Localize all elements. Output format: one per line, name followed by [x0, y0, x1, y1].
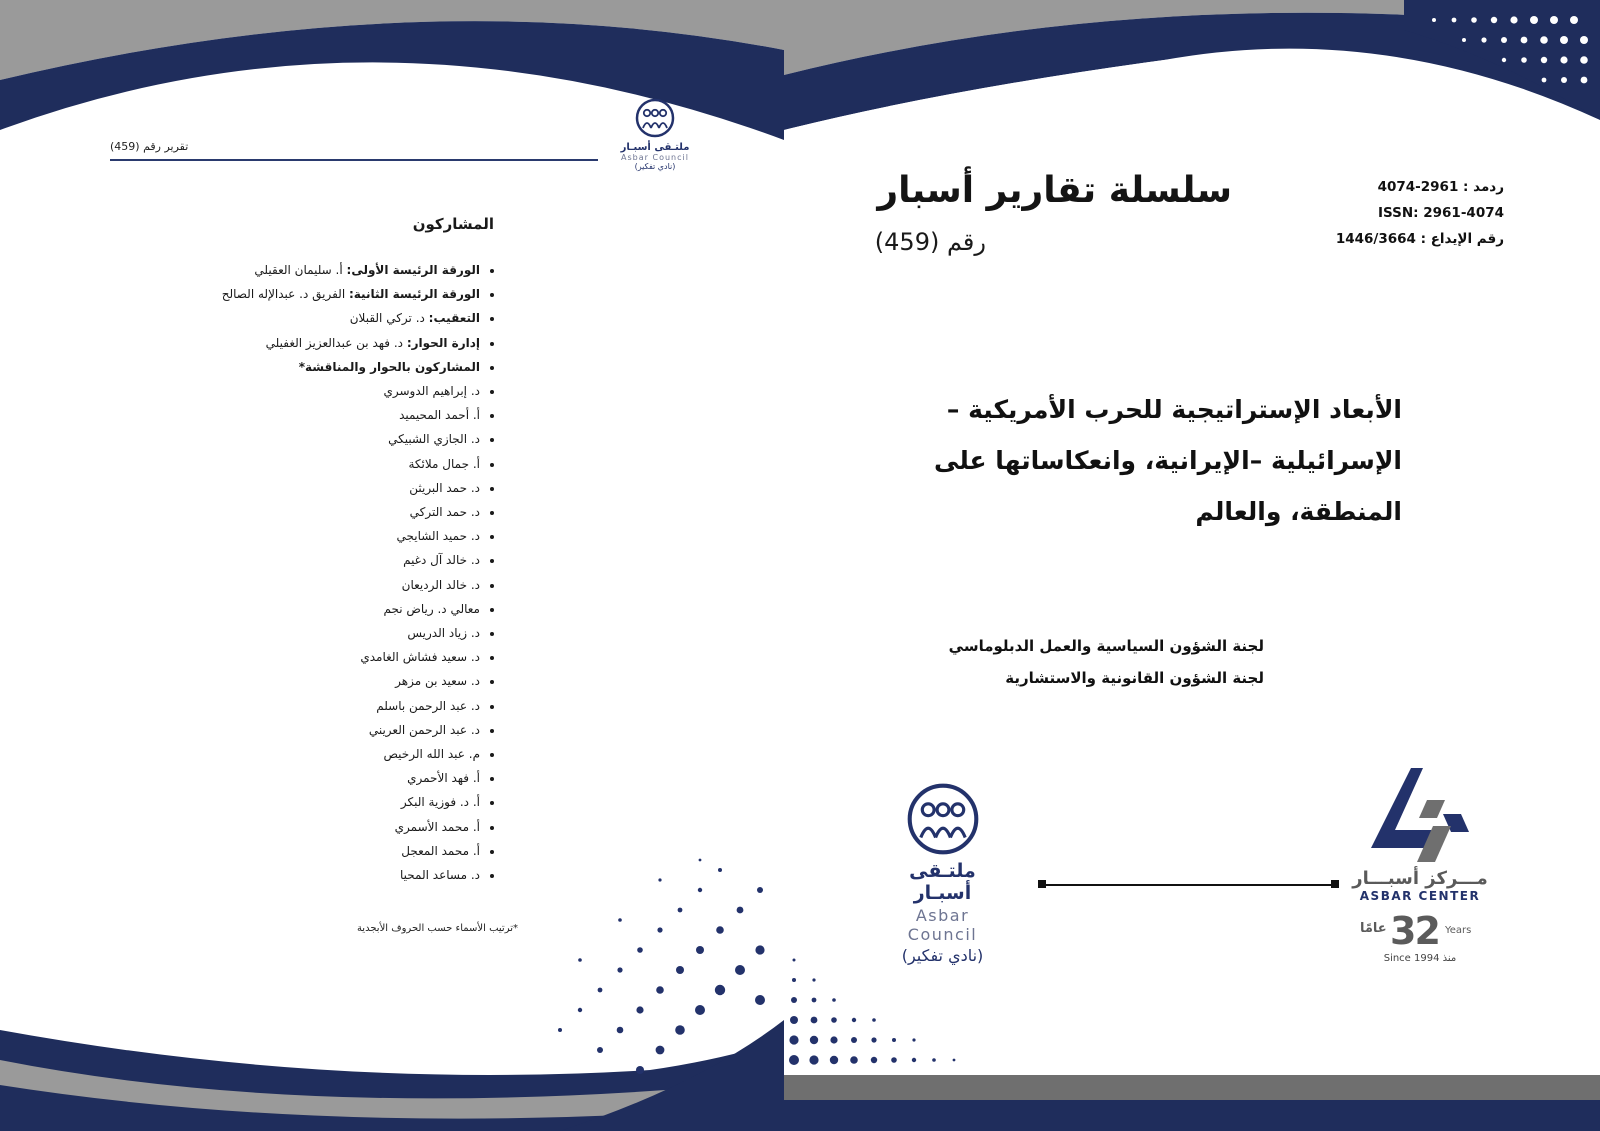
left-page	[0, 0, 784, 1131]
asbar-council-logo	[880, 782, 1005, 965]
participant-item	[220, 863, 480, 887]
years-arabic: عامًا	[1360, 921, 1387, 936]
participant-name: د. عبد الرحمن العريني	[368, 722, 480, 737]
participant-item	[220, 476, 480, 500]
participant-name: أ. أحمد المحيميد	[399, 408, 480, 423]
council-people-icon	[635, 98, 675, 138]
main-title-line: الإسرائيلية –الإيرانية، وانعكاساتها على	[934, 446, 1402, 475]
issn-line: ISSN: 2961-4074	[1377, 205, 1504, 221]
participant-item	[220, 427, 480, 451]
participant-item	[220, 379, 480, 403]
participant-item	[220, 815, 480, 839]
participant-item	[220, 331, 480, 355]
participant-item	[220, 258, 480, 282]
participant-name: د. حمد البريثن	[409, 480, 480, 495]
small-logo-english-name: Asbar Council	[621, 153, 689, 162]
bottom-dot-pattern	[789, 959, 955, 1066]
participant-item	[220, 524, 480, 548]
asbar-center-logo	[1350, 766, 1490, 964]
committees	[949, 630, 1264, 694]
council-logo-english-name: Asbar Council	[907, 906, 978, 944]
participant-name: د. تركي القبلان	[349, 311, 429, 326]
main-title-line: الأبعاد الإستراتيجية للحرب الأمريكية –	[946, 395, 1402, 424]
issn-arabic-line: ردمد : 2961-4074	[1377, 179, 1504, 195]
participant-item	[220, 694, 480, 718]
participant-name: د. حمد التركي	[409, 505, 480, 520]
header-report-label: تقرير رقم (459)	[110, 140, 189, 153]
participant-name: د. سعيد بن مزهر	[395, 674, 480, 689]
since-year: Since 1994 منذ	[1383, 953, 1457, 964]
participant-item	[220, 597, 480, 621]
participant-name: أ. محمد الأسمري	[394, 819, 480, 834]
asbar-council-logo-small	[620, 98, 690, 171]
participant-item	[220, 669, 480, 693]
asbar-center-mark-icon	[1365, 766, 1475, 862]
council-people-icon	[906, 782, 980, 856]
issn-block	[1336, 174, 1504, 252]
participant-name: أ. جمال ملائكة	[408, 456, 480, 471]
participant-item	[220, 621, 480, 645]
anniversary-badge	[1350, 909, 1490, 953]
participant-name: د. خالد آل دغيم	[403, 553, 480, 568]
participant-name: أ. سليمان العقيلي	[254, 263, 347, 277]
logo-connector-line	[1040, 884, 1337, 886]
center-logo-arabic-name: مـــركز أسبـــار	[1352, 868, 1488, 889]
participant-item	[220, 573, 480, 597]
report-main-title	[882, 384, 1402, 537]
participant-role: المشاركون بالحوار والمناقشة*	[298, 359, 480, 374]
years-number: 32	[1390, 909, 1439, 953]
participant-role: التعقيب:	[428, 311, 480, 326]
report-number: رقم (459)	[874, 228, 986, 256]
participant-name: د. زياد الدريس	[407, 626, 480, 641]
participants-title: المشاركون	[412, 215, 494, 233]
participant-name: أ. محمد المعجل	[401, 843, 480, 858]
participant-name: د. الجازي الشبيكي	[388, 432, 480, 447]
center-logo-english-name: ASBAR CENTER	[1359, 889, 1481, 903]
participant-item	[220, 306, 480, 330]
participant-name: د. مساعد المحيا	[400, 868, 480, 883]
participant-name: م. عبد الله الرخيص	[383, 747, 480, 762]
committee-legal: لجنة الشؤون القانونية والاستشارية	[1005, 669, 1264, 687]
participant-item	[220, 452, 480, 476]
participant-name: معالي د. رياض نجم	[383, 601, 480, 616]
years-english: Years	[1445, 925, 1472, 936]
participant-item	[220, 403, 480, 427]
participant-name: أ. د. فوزية البكر	[400, 795, 480, 810]
participant-name: د. سعيد فشاش الغامدي	[360, 650, 480, 665]
connector-end-square	[1331, 880, 1339, 888]
participant-role: إدارة الحوار:	[406, 335, 480, 350]
participant-item	[220, 839, 480, 863]
participant-name: د. عبد الرحمن باسلم	[376, 698, 480, 713]
participant-name: الفريق د. عبدالإله الصالح	[221, 287, 349, 302]
main-title-line: المنطقة، والعالم	[1195, 497, 1402, 526]
participant-item	[220, 548, 480, 572]
dot-pattern	[558, 859, 765, 1074]
participant-name: أ. فهد الأحمري	[407, 771, 480, 786]
participant-name: د. فهد بن عبدالعزيز الغفيلي	[265, 335, 407, 350]
participant-item	[220, 645, 480, 669]
participant-name: د. خالد الرديعان	[401, 577, 480, 592]
committee-political: لجنة الشؤون السياسية والعمل الدبلوماسي	[948, 637, 1264, 655]
participants-list	[220, 258, 498, 887]
council-logo-subtitle: (نادي تفكير)	[901, 946, 984, 965]
header-divider	[110, 159, 598, 161]
participant-name: د. حميد الشايجي	[396, 529, 480, 544]
participant-role: الورقة الرئيسة الثانية:	[348, 287, 480, 302]
participant-item	[220, 500, 480, 524]
participant-item	[220, 718, 480, 742]
participant-item	[220, 766, 480, 790]
deposit-number-line: رقم الإيداع : 1446/3664	[1335, 231, 1504, 247]
participant-item	[220, 742, 480, 766]
participant-role: الورقة الرئيسة الأولى:	[346, 263, 480, 277]
connector-end-square	[1038, 880, 1046, 888]
participant-item	[220, 790, 480, 814]
alphabetical-order-footnote: *ترتيب الأسماء حسب الحروف الأبجدية	[356, 923, 518, 934]
participant-name: د. إبراهيم الدوسري	[383, 384, 480, 399]
council-logo-arabic-name: ملتـقى أسبـار	[909, 860, 976, 904]
series-title: سلسلة تقارير أسبار	[877, 170, 1232, 211]
participant-item	[220, 355, 480, 379]
small-logo-subtitle: (نادي تفكير)	[634, 162, 676, 171]
participant-item	[220, 282, 480, 306]
small-logo-arabic-name: ملتـقى أسبـار	[620, 142, 690, 153]
